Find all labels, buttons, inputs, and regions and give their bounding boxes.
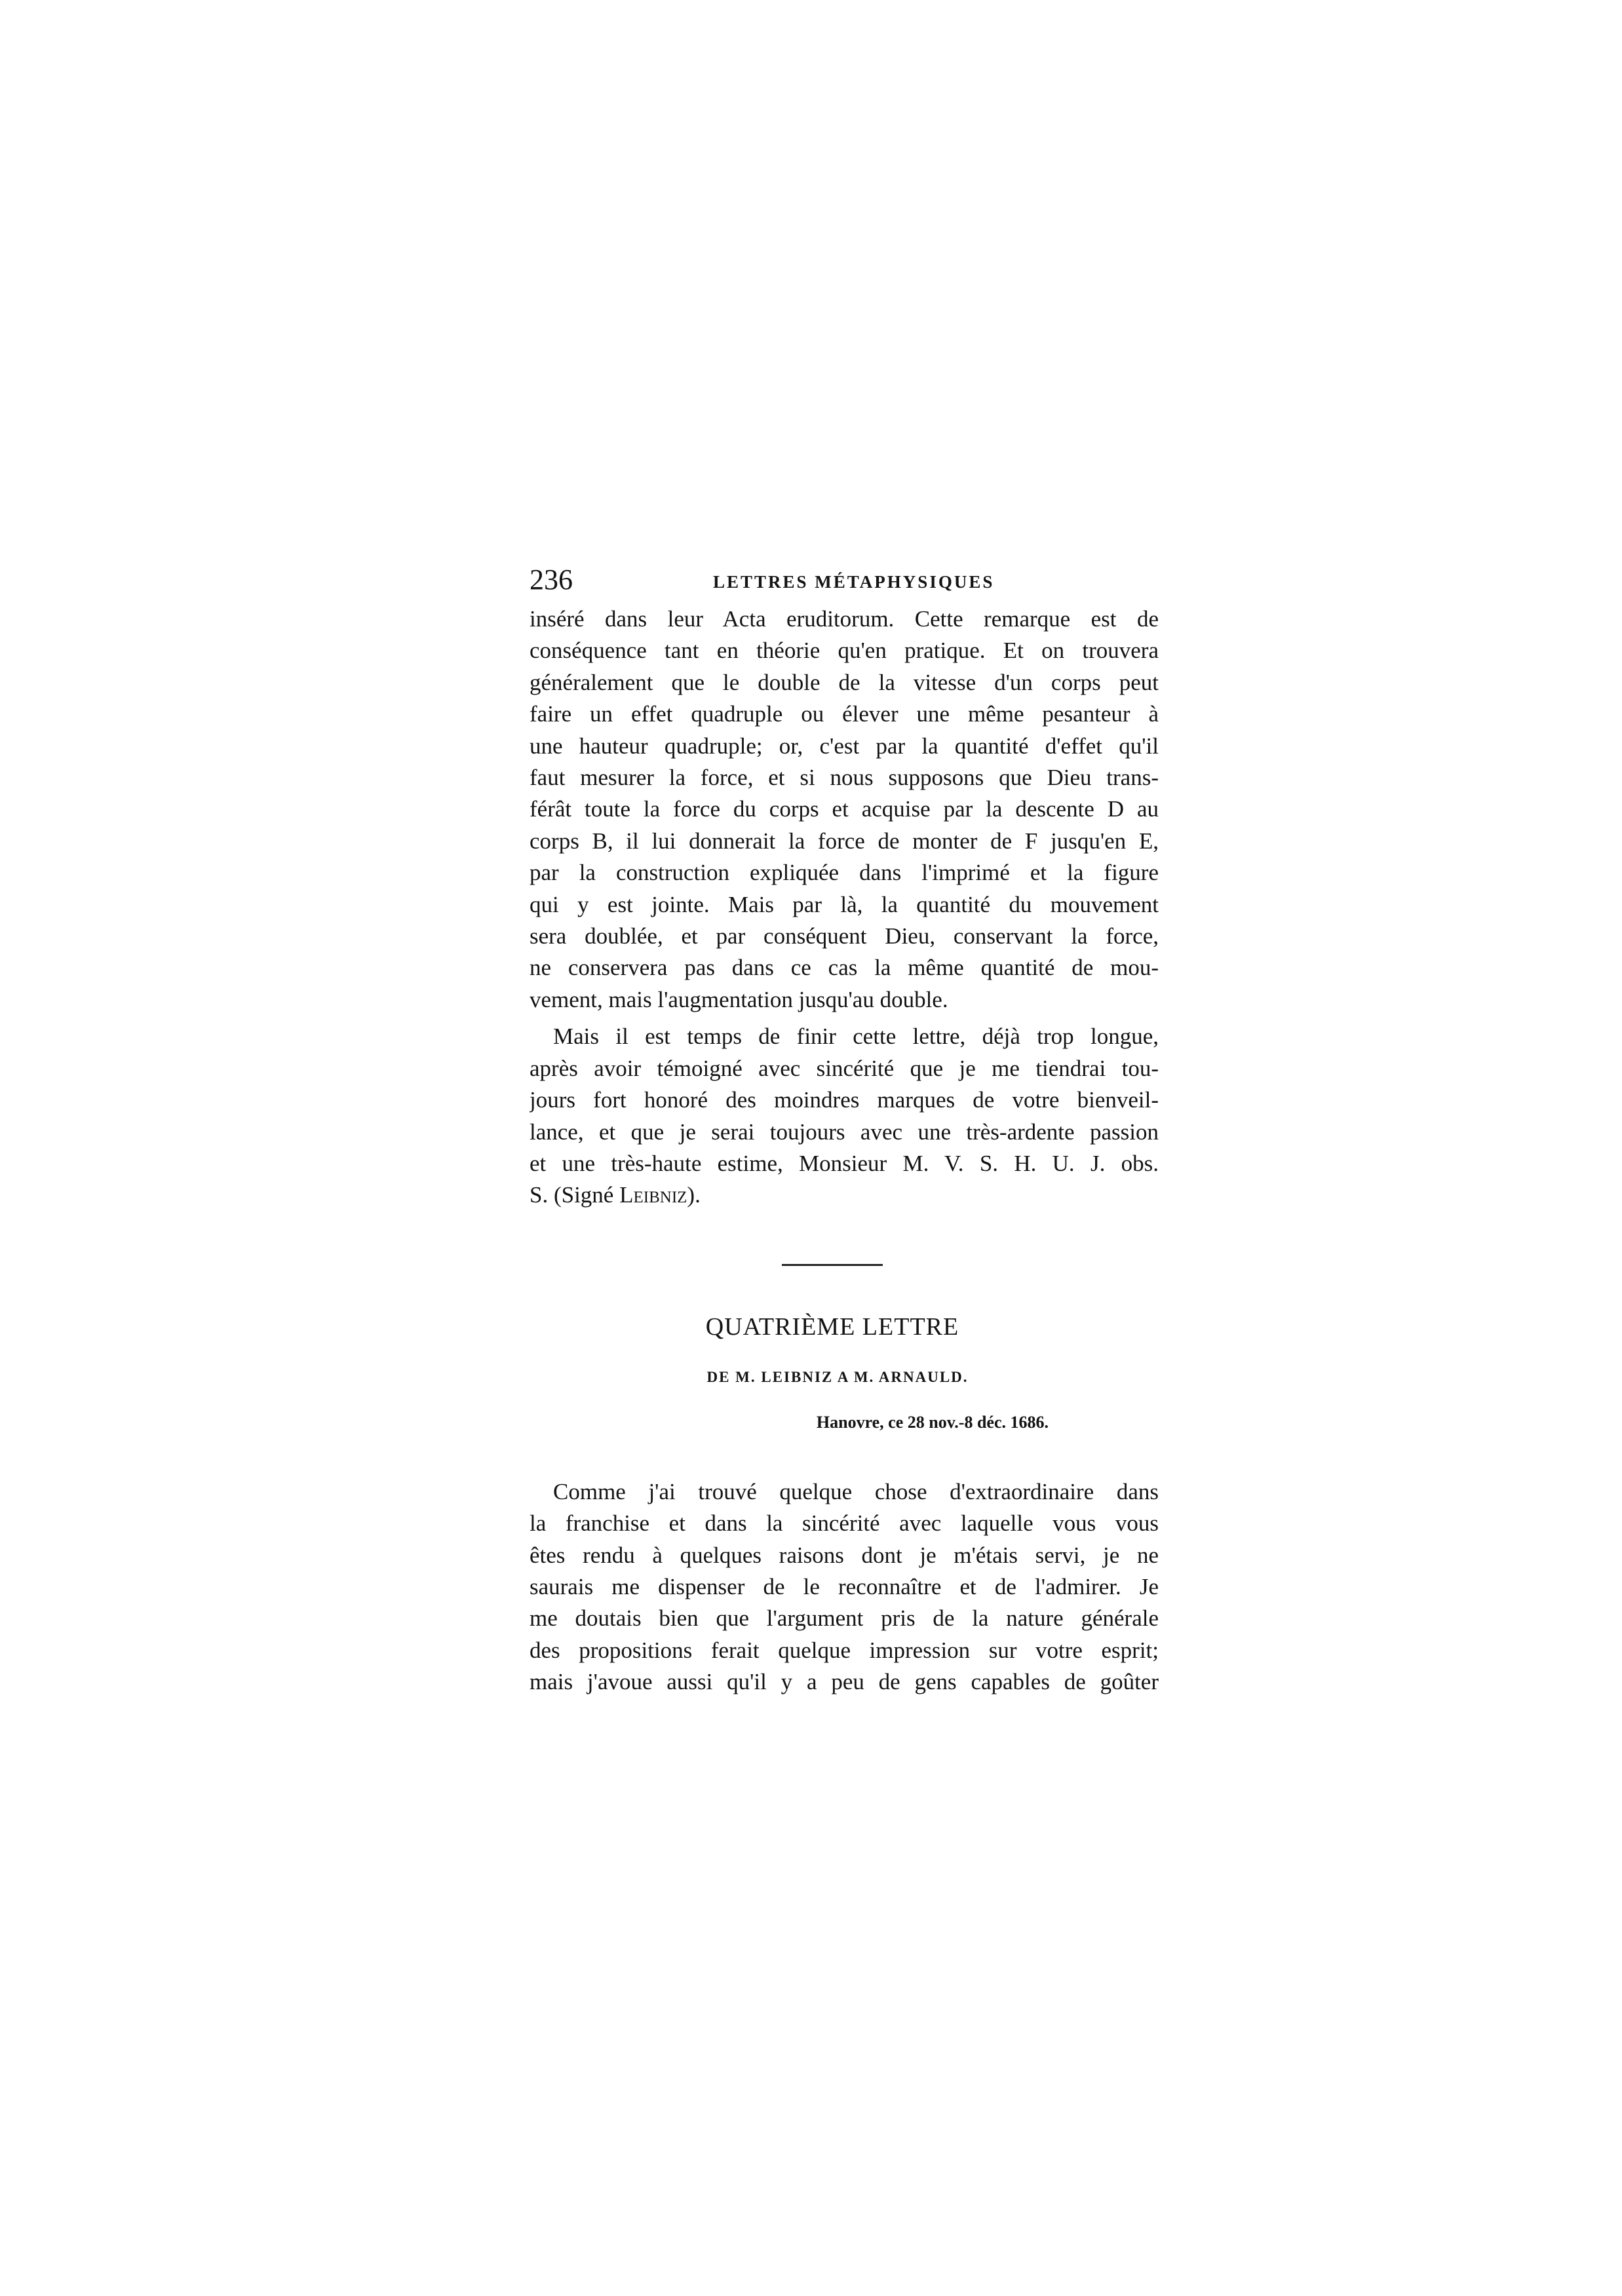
letter-title: QUATRIÈME LETTRE — [705, 1312, 959, 1341]
text-line: des propositions ferait quelque impression sur votre esprit; — [530, 1637, 1159, 1663]
text-line: saurais me dispenser de le reconnaître et de l'admirer. Je — [530, 1573, 1159, 1599]
text-line: faire un effet quadruple ou élever une même pesanteur à — [530, 701, 1159, 727]
text-line: inséré dans leur Acta eruditorum. Cette remarque est de — [530, 606, 1159, 632]
closing-suffix: ). — [687, 1182, 701, 1208]
text-line: vement, mais l'augmentation jusqu'au double. — [530, 986, 948, 1012]
text-line: après avoir témoigné avec sincérité que je me tiendrai tou- — [530, 1055, 1159, 1081]
section-divider — [782, 1264, 883, 1266]
page-number: 236 — [530, 564, 573, 596]
letter-dateline: Hanovre, ce 28 nov.-8 déc. 1686. — [816, 1412, 1049, 1432]
signature: Leibniz — [619, 1182, 687, 1208]
text-line: par la construction expliquée dans l'imprimé et la figure — [530, 860, 1159, 886]
text-line: faut mesurer la force, et si nous supposons que Dieu trans- — [530, 765, 1159, 791]
text-line: sera doublée, et par conséquent Dieu, conservant la force, — [530, 923, 1159, 949]
text-line: jours fort honoré des moindres marques de votre bienveil- — [530, 1087, 1159, 1113]
running-head — [530, 560, 1159, 600]
text-line: ne conservera pas dans ce cas la même quantité de mou- — [530, 955, 1159, 981]
running-title: LETTRES MÉTAPHYSIQUES — [713, 572, 995, 592]
paragraph-2 — [530, 1021, 1159, 1211]
text-line: mais j'avoue aussi qu'il y a peu de gens capables de goûter — [530, 1669, 1159, 1695]
text-line: généralement que le double de la vitesse d'un corps peut — [530, 669, 1159, 695]
text-line: férât toute la force du corps et acquise par la descente D au — [530, 796, 1159, 822]
letter-subtitle: DE M. LEIBNIZ A M. ARNAULD. — [706, 1368, 969, 1385]
text-line: qui y est jointe. Mais par là, la quantité du mouvement — [530, 891, 1159, 917]
page-text-block — [530, 560, 1159, 1698]
paragraph-1 — [530, 603, 1159, 1016]
text-line: me doutais bien que l'argument pris de la nature générale — [530, 1605, 1159, 1632]
text-line: la franchise et dans la sincérité avec laquelle vous vous — [530, 1510, 1159, 1537]
text-line: conséquence tant en théorie qu'en pratique. Et on trouvera — [530, 638, 1159, 664]
closing-prefix: S. (Signé — [530, 1182, 620, 1208]
text-line: Comme j'ai trouvé quelque chose d'extraordinaire dans — [553, 1478, 1159, 1504]
text-line: une hauteur quadruple; or, c'est par la quantité d'effet qu'il — [530, 733, 1159, 759]
paragraph-3 — [530, 1476, 1159, 1698]
text-line: Mais il est temps de finir cette lettre, déjà trop longue, — [553, 1024, 1159, 1050]
text-line: et une très-haute estime, Monsieur M. V. S. H. U. J. obs. — [530, 1150, 1159, 1176]
text-line: corps B, il lui donnerait la force de monter de F jusqu'en E, — [530, 828, 1159, 854]
closing-line — [530, 1179, 1159, 1211]
text-line: lance, et que je serai toujours avec une très-ardente passion — [530, 1119, 1159, 1145]
text-line: êtes rendu à quelques raisons dont je m'étais servi, je ne — [530, 1542, 1159, 1568]
